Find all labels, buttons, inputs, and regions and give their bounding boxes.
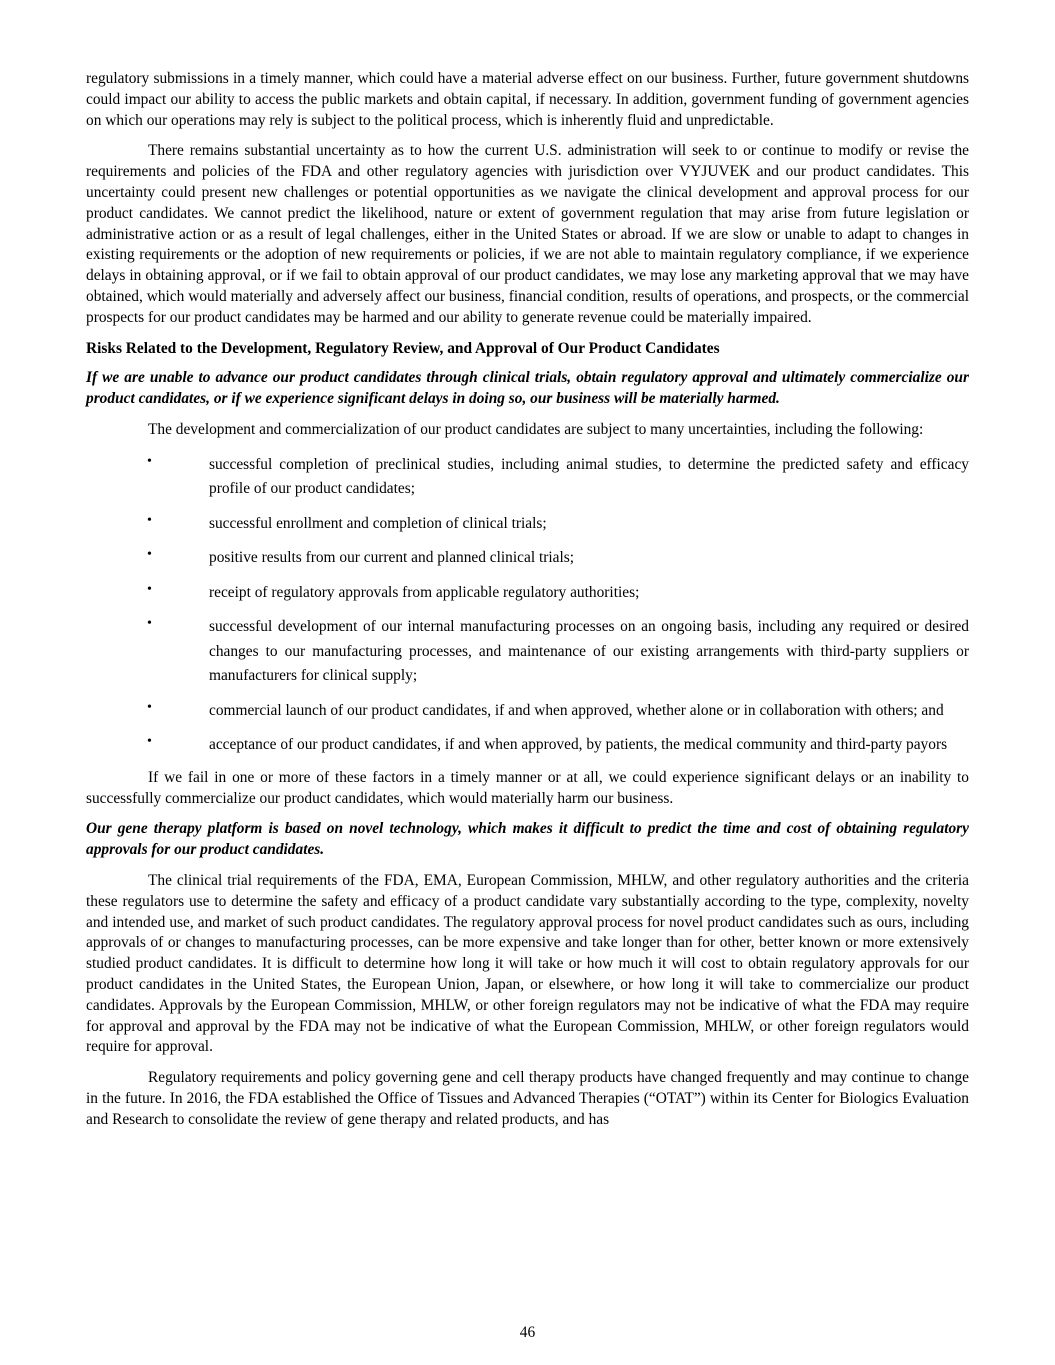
list-item	[86, 581, 969, 606]
bullet-icon: •	[147, 734, 152, 750]
bullet-icon: •	[147, 699, 152, 715]
section-heading: Risks Related to the Development, Regulatory Review, and Approval of Our Product Candidates	[86, 339, 720, 357]
list-item-text: acceptance of our product candidates, if and when approved, by patients, the medical community and third-party payors	[209, 736, 948, 754]
bullet-icon: •	[147, 512, 152, 528]
paragraph-clinical-trial-requirements: The clinical trial requirements of the FDA, EMA, European Commission, MHLW, and other regulatory authorities and the criteria these regulators use to determine the safety and efficacy of a product candidate vary substantially according to the type, complexity, novelty and intended use, and market of such product candidates. The regulatory approval process for novel product candidates such as ours, including approvals of or changes to manufacturing processes, can be more expensive and take longer than for other, better known or more extensively studied product candidates. It is difficult to determine how long it will take or how much it will cost to obtain regulatory approvals for our product candidates in the United States, the European Union, Japan, or elsewhere, or how long it will take to commercialize our product candidates. Approvals by the European Commission, MHLW, or other foreign regulators may not be indicative of what the FDA may require for approval and approval by the FDA may not be indicative of what the European Commission, MHLW, or other foreign regulators would require for approval.	[86, 871, 969, 1056]
bullet-icon: •	[147, 581, 152, 597]
uncertainties-list	[86, 453, 969, 758]
list-item-text: successful completion of preclinical studies, including animal studies, to determine the predicted safety and efficacy profile of our product candidates;	[209, 455, 969, 498]
list-item	[86, 615, 969, 689]
risk-factor-heading-1: If we are unable to advance our product candidates through clinical trials, obtain regulatory approval and ultimately commercialize our product candidates, or if we experience significant delays in doing so, our business will be materially harmed.	[86, 369, 969, 408]
paragraph-administration-uncertainty: There remains substantial uncertainty as to how the current U.S. administration will seek to or continue to modify or revise the requirements and policies of the FDA and other regulatory agencies with jurisdiction over VYJUVEK and our product candidates. This uncertainty could present new challenges or potential opportunities as we navigate the clinical development and approval process for our product candidates. We cannot predict the likelihood, nature or extent of government regulation that may arise from future legislation or administrative action or as a result of legal challenges, either in the United States or abroad. If we are slow or unable to adapt to changes in existing requirements or the adoption of new requirements or policies, if we are not able to maintain regulatory compliance, if we experience delays in obtaining approval, or if we fail to obtain approval of our product candidates, we may lose any marketing approval that we may have obtained, which would materially and adversely affect our business, financial condition, results of operations, and prospects, or the commercial prospects for our product candidates may be harmed and our ability to generate revenue could be materially impaired.	[86, 142, 969, 326]
list-item-text: successful enrollment and completion of clinical trials;	[209, 514, 547, 532]
bullet-icon: •	[147, 616, 152, 632]
list-item	[86, 546, 969, 571]
list-item-text: receipt of regulatory approvals from applicable regulatory authorities;	[209, 583, 640, 601]
list-item-text: positive results from our current and planned clinical trials;	[209, 549, 574, 567]
paragraph-failure-consequence: If we fail in one or more of these factors in a timely manner or at all, we could experience significant delays or an inability to successfully commercialize our product candidates, which would materially harm our business.	[86, 768, 969, 807]
bullet-icon: •	[147, 547, 152, 563]
bullet-icon: •	[147, 453, 152, 469]
list-item-text: commercial launch of our product candidates, if and when approved, whether alone or in collaboration with others; and	[209, 701, 944, 719]
list-item-text: successful development of our internal manufacturing processes on an ongoing basis, including any required or desired changes to our manufacturing processes, and maintenance of our existing arrangements with third-party suppliers or manufacturers for clinical supply;	[209, 618, 969, 685]
document-page	[86, 69, 969, 1141]
page-number: 46	[519, 1324, 536, 1341]
list-item	[86, 699, 969, 724]
paragraph-continuation: regulatory submissions in a timely manner, which could have a material adverse effect on our business. Further, future government shutdowns could impact our ability to access the public markets and obtain capital, if necessary. In addition, government funding of government agencies on which our operations may rely is subject to the political process, which is inherently fluid and unpredictable.	[86, 70, 969, 129]
paragraph-uncertainties-intro: The development and commercialization of our product candidates are subject to many uncertainties, including the following:	[148, 420, 924, 438]
risk-factor-heading-2: Our gene therapy platform is based on novel technology, which makes it difficult to predict the time and cost of obtaining regulatory approvals for our product candidates.	[86, 820, 969, 859]
list-item	[86, 733, 969, 758]
list-item	[86, 453, 969, 502]
list-item	[86, 512, 969, 537]
paragraph-regulatory-requirements: Regulatory requirements and policy governing gene and cell therapy products have changed frequently and may continue to change in the future. In 2016, the FDA established the Office of Tissues and Advanced Therapies (“OTAT”) within its Center for Biologics Evaluation and Research to consolidate the review of gene therapy and related products, and has	[86, 1069, 969, 1128]
